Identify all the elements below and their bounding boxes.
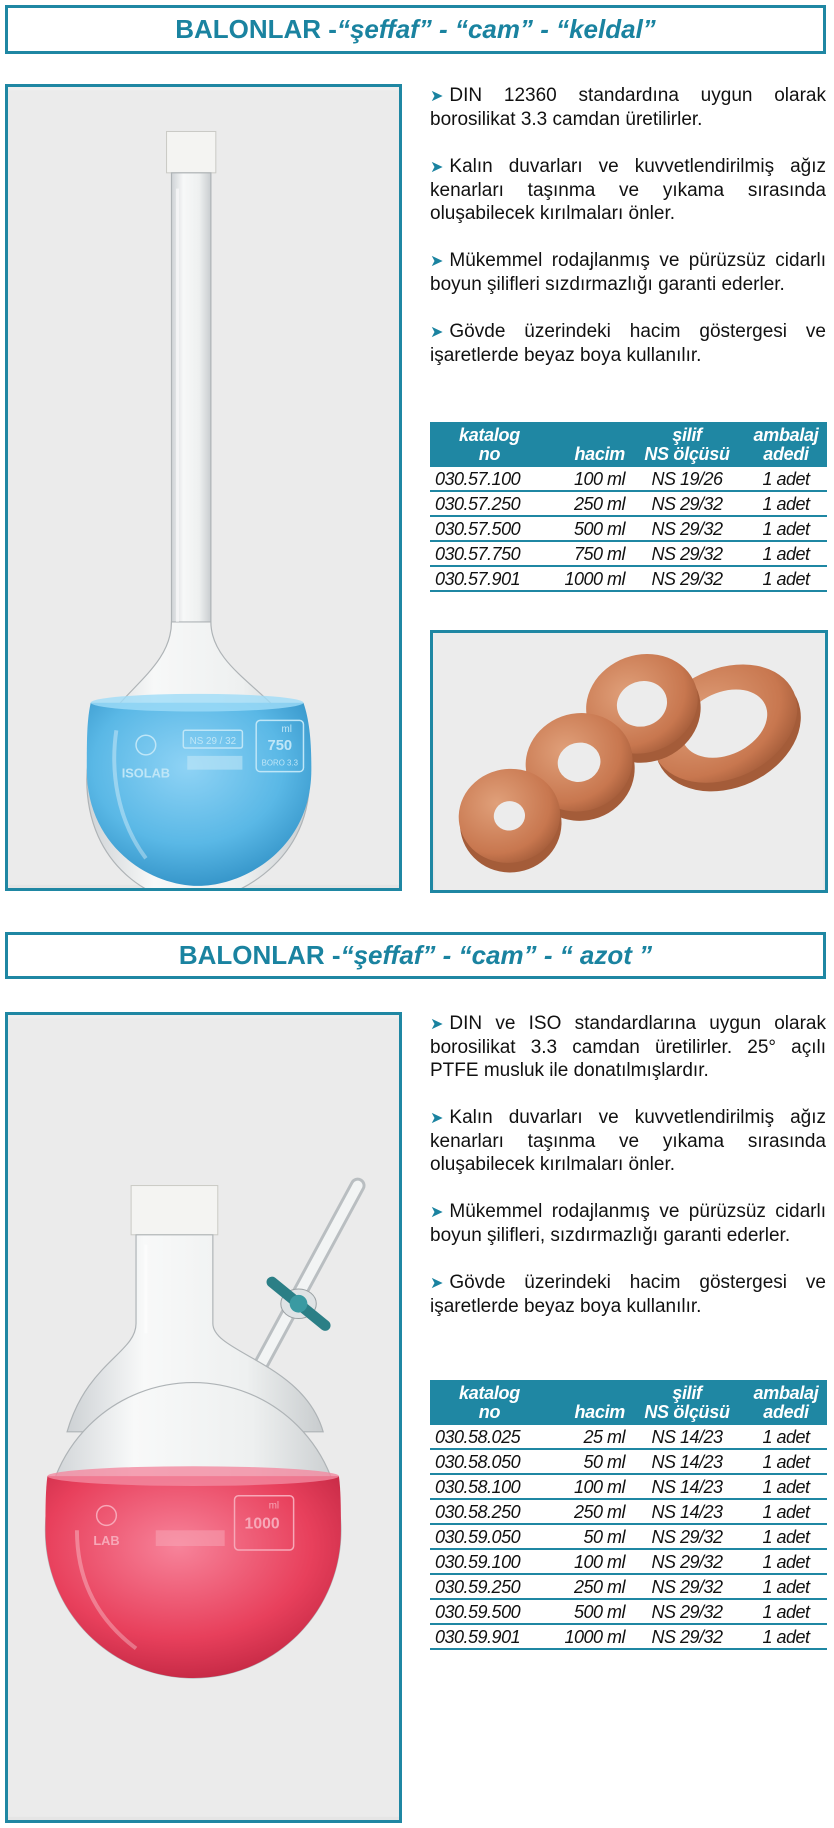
cell-hacim: 250 ml	[549, 1499, 629, 1524]
table-row	[430, 1499, 827, 1524]
cell-hacim: 1000 ml	[549, 1624, 629, 1649]
cell-hacim: 100 ml	[549, 1549, 629, 1574]
cell-katalog: 030.59.250	[430, 1574, 549, 1599]
cell-ambalaj: 1 adet	[745, 566, 827, 591]
cell-ambalaj: 1 adet	[745, 1624, 827, 1649]
bullet-arrow-icon: ➤	[430, 88, 444, 105]
cell-hacim: 100 ml	[549, 467, 629, 491]
section1-spec-table	[430, 422, 827, 592]
bullet-text: Kalın duvarları ve kuvvetlendirilmiş ağız kenarları taşınma ve yıkama sırasında oluşabilecek kırılmaları önler.	[430, 1107, 826, 1175]
azot-flask-photo	[5, 1012, 402, 1823]
bullet-item	[430, 1271, 826, 1318]
table-row	[430, 566, 827, 591]
header-hacim: hacim	[549, 1380, 629, 1425]
bullet-text: Mükemmel rodajlanmış ve pürüzsüz cidarlı boyun şilifleri, sızdırmazlığı garanti ederler.	[430, 1201, 826, 1246]
table-row	[430, 1624, 827, 1649]
cell-katalog: 030.58.025	[430, 1425, 549, 1449]
cell-hacim: 500 ml	[549, 516, 629, 541]
bullet-arrow-icon: ➤	[430, 159, 444, 176]
cell-ambalaj: 1 adet	[745, 1474, 827, 1499]
table-row	[430, 1599, 827, 1624]
cell-katalog: 030.57.750	[430, 541, 549, 566]
table-row	[430, 1574, 827, 1599]
cell-ambalaj: 1 adet	[745, 491, 827, 516]
bullet-item	[430, 155, 826, 225]
flask-ml-text: ml	[268, 1500, 280, 1512]
table-row	[430, 467, 827, 491]
cell-katalog: 030.59.050	[430, 1524, 549, 1549]
cell-silif: NS 14/23	[629, 1499, 745, 1524]
cell-ambalaj: 1 adet	[745, 1574, 827, 1599]
cell-silif: NS 29/32	[629, 1574, 745, 1599]
header-ambalaj: ambalaj adedi	[745, 422, 827, 467]
header-hacim: hacim	[549, 422, 629, 467]
cell-silif: NS 29/32	[629, 1624, 745, 1649]
keldal-flask-illustration	[8, 87, 399, 888]
bullet-item	[430, 1200, 826, 1247]
header-silif: şilif NS ölçüsü	[629, 422, 745, 467]
bullet-item	[430, 1106, 826, 1176]
flask-boro-text: BORO 3.3	[261, 758, 298, 768]
section2-spec-table	[430, 1380, 827, 1650]
azot-flask-illustration	[8, 1015, 399, 1820]
bullet-item	[430, 320, 826, 367]
cell-katalog: 030.59.100	[430, 1549, 549, 1574]
cell-katalog: 030.57.250	[430, 491, 549, 516]
cell-silif: NS 29/32	[629, 1599, 745, 1624]
header-katalog: katalog no	[430, 1380, 549, 1425]
table-row	[430, 541, 827, 566]
cell-ambalaj: 1 adet	[745, 1449, 827, 1474]
cell-hacim: 50 ml	[549, 1449, 629, 1474]
cell-hacim: 100 ml	[549, 1474, 629, 1499]
cell-silif: NS 14/23	[629, 1474, 745, 1499]
section2-bullets	[430, 1012, 826, 1342]
cell-katalog: 030.58.250	[430, 1499, 549, 1524]
cell-hacim: 50 ml	[549, 1524, 629, 1549]
section1-title-main: BALONLAR -	[175, 14, 337, 44]
bullet-arrow-icon: ➤	[430, 1016, 444, 1033]
cell-ambalaj: 1 adet	[745, 1599, 827, 1624]
bullet-item	[430, 84, 826, 131]
cell-katalog: 030.57.100	[430, 467, 549, 491]
table-row	[430, 1474, 827, 1499]
cell-ambalaj: 1 adet	[745, 541, 827, 566]
cell-ambalaj: 1 adet	[745, 1524, 827, 1549]
cell-silif: NS 14/23	[629, 1425, 745, 1449]
flask-logo-text: LAB	[93, 1533, 120, 1549]
bullet-arrow-icon: ➤	[430, 1204, 444, 1221]
table-row	[430, 491, 827, 516]
bullet-text: Mükemmel rodajlanmış ve pürüzsüz cidarlı boyun şilifleri sızdırmazlığı garanti ederler.	[430, 250, 826, 295]
keldal-flask-photo	[5, 84, 402, 891]
section2-title-main: BALONLAR -	[178, 940, 341, 970]
bullet-text: Gövde üzerindeki hacim göstergesi ve işaretlerde beyaz boya kullanılır.	[430, 1272, 826, 1317]
bullet-arrow-icon: ➤	[430, 1275, 444, 1292]
header-ambalaj: ambalaj adedi	[745, 1380, 827, 1425]
flask-logo-text: ISOLAB	[121, 765, 171, 781]
cell-silif: NS 29/32	[629, 516, 745, 541]
bullet-arrow-icon: ➤	[430, 253, 444, 270]
section1-title-quotes: “şeffaf” - “cam” - “keldal”	[336, 14, 656, 44]
cell-hacim: 250 ml	[549, 491, 629, 516]
bullet-arrow-icon: ➤	[430, 1110, 444, 1127]
cell-hacim: 1000 ml	[549, 566, 629, 591]
cell-ambalaj: 1 adet	[745, 467, 827, 491]
cell-ambalaj: 1 adet	[745, 516, 827, 541]
cork-rings-illustration	[433, 633, 825, 890]
table-row	[430, 1425, 827, 1449]
flask-ns-text: NS 29 / 32	[189, 736, 237, 748]
cell-katalog: 030.57.500	[430, 516, 549, 541]
flask-volume-text: 750	[267, 737, 293, 754]
bullet-text: DIN ve ISO standardlarına uygun olarak borosilikat 3.3 camdan üretilirler. 25° açılı PTFE musluk ile donatılmışlardır.	[430, 1013, 826, 1081]
cell-hacim: 25 ml	[549, 1425, 629, 1449]
table-row	[430, 1449, 827, 1474]
cell-hacim: 500 ml	[549, 1599, 629, 1624]
flask-volume-text: 1000	[244, 1515, 280, 1533]
cell-ambalaj: 1 adet	[745, 1425, 827, 1449]
cell-katalog: 030.58.100	[430, 1474, 549, 1499]
bullet-item	[430, 249, 826, 296]
bullet-item	[430, 1012, 826, 1082]
table-body	[430, 1425, 827, 1649]
cell-ambalaj: 1 adet	[745, 1549, 827, 1574]
cork-rings-photo	[430, 630, 828, 893]
header-katalog: katalog no	[430, 422, 549, 467]
section2-title	[5, 932, 826, 979]
table-row	[430, 516, 827, 541]
cell-silif: NS 29/32	[629, 566, 745, 591]
section1-bullets	[430, 84, 826, 391]
cell-silif: NS 29/32	[629, 491, 745, 516]
cell-silif: NS 19/26	[629, 467, 745, 491]
section1-title	[5, 5, 826, 54]
table-row	[430, 1524, 827, 1549]
header-silif: şilif NS ölçüsü	[629, 1380, 745, 1425]
bullet-text: Kalın duvarları ve kuvvetlendirilmiş ağız kenarları taşınma ve yıkama sırasında oluşabilecek kırılmaları önler.	[430, 156, 826, 224]
section2-title-quotes: “şeffaf” - “cam” - “ azot ”	[340, 940, 653, 970]
cell-katalog: 030.57.901	[430, 566, 549, 591]
cell-katalog: 030.59.500	[430, 1599, 549, 1624]
cell-katalog: 030.58.050	[430, 1449, 549, 1474]
cell-hacim: 750 ml	[549, 541, 629, 566]
table-row	[430, 1549, 827, 1574]
bullet-arrow-icon: ➤	[430, 324, 444, 341]
cell-silif: NS 29/32	[629, 541, 745, 566]
cell-katalog: 030.59.901	[430, 1624, 549, 1649]
table-header-row	[430, 1380, 827, 1425]
bullet-text: Gövde üzerindeki hacim göstergesi ve işaretlerde beyaz boya kullanılır.	[430, 321, 826, 366]
table-header-row	[430, 422, 827, 467]
cell-silif: NS 29/32	[629, 1549, 745, 1574]
cell-hacim: 250 ml	[549, 1574, 629, 1599]
cell-ambalaj: 1 adet	[745, 1499, 827, 1524]
cell-silif: NS 29/32	[629, 1524, 745, 1549]
cell-silif: NS 14/23	[629, 1449, 745, 1474]
bullet-text: DIN 12360 standardına uygun olarak borosilikat 3.3 camdan üretilirler.	[430, 85, 826, 130]
flask-ml-text: ml	[281, 724, 292, 736]
table-body	[430, 467, 827, 591]
